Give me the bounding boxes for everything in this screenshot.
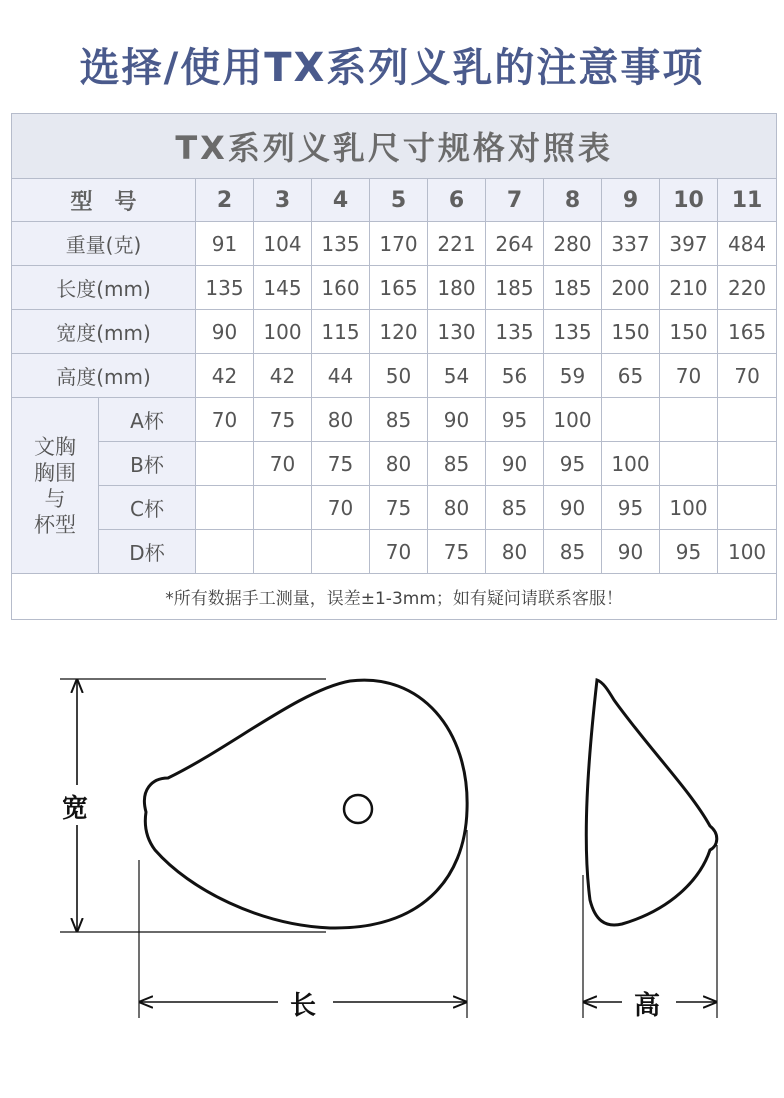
- bust-cell: [254, 486, 312, 530]
- bust-cell: 85: [428, 442, 486, 486]
- bust-cell: 100: [718, 530, 777, 574]
- row-label: 宽度(mm): [12, 310, 196, 354]
- page-title: 选择/使用TX系列义乳的注意事项: [79, 45, 705, 91]
- size-header-cell: 11: [718, 179, 777, 222]
- value-cell: 56: [486, 354, 544, 398]
- value-cell: 221: [428, 222, 486, 266]
- value-cell: 90: [196, 310, 254, 354]
- size-header-cell: 3: [254, 179, 312, 222]
- bust-cell: [718, 398, 777, 442]
- bust-cell: 70: [196, 398, 254, 442]
- cup-label: A杯: [99, 398, 196, 442]
- cup-label: C杯: [99, 486, 196, 530]
- bust-cell: 100: [544, 398, 602, 442]
- value-cell: 42: [196, 354, 254, 398]
- bust-cell: 90: [428, 398, 486, 442]
- note-row: [12, 574, 777, 620]
- value-cell: 160: [312, 266, 370, 310]
- height-label: 高: [628, 985, 666, 1022]
- bust-cell: 70: [254, 442, 312, 486]
- value-cell: 104: [254, 222, 312, 266]
- bust-cell: 85: [370, 398, 428, 442]
- cup-row: [12, 530, 777, 574]
- bust-cell: 100: [660, 486, 718, 530]
- value-cell: 70: [660, 354, 718, 398]
- cup-row: [12, 442, 777, 486]
- bust-cell: 70: [312, 486, 370, 530]
- width-label: 宽: [56, 788, 94, 825]
- table-row: [12, 310, 777, 354]
- value-cell: 150: [602, 310, 660, 354]
- value-cell: 50: [370, 354, 428, 398]
- value-cell: 135: [196, 266, 254, 310]
- cup-label: B杯: [99, 442, 196, 486]
- row-label: 重量(克): [12, 222, 196, 266]
- value-cell: 180: [428, 266, 486, 310]
- value-cell: 145: [254, 266, 312, 310]
- size-header-cell: 10: [660, 179, 718, 222]
- bust-cell: 90: [602, 530, 660, 574]
- bust-cell: [312, 530, 370, 574]
- bust-cell: 100: [602, 442, 660, 486]
- bust-cell: [254, 530, 312, 574]
- size-header-cell: 9: [602, 179, 660, 222]
- bust-cell: [196, 530, 254, 574]
- table-row: [12, 266, 777, 310]
- bust-cell: 95: [544, 442, 602, 486]
- row-label: 高度(mm): [12, 354, 196, 398]
- value-cell: 130: [428, 310, 486, 354]
- bust-cell: 75: [312, 442, 370, 486]
- value-cell: 100: [254, 310, 312, 354]
- size-header-cell: 8: [544, 179, 602, 222]
- dimension-diagram: [0, 640, 784, 1040]
- bust-cell: 80: [370, 442, 428, 486]
- value-cell: 165: [370, 266, 428, 310]
- size-header-cell: 2: [196, 179, 254, 222]
- size-spec-table: [11, 113, 777, 620]
- value-cell: 264: [486, 222, 544, 266]
- bust-cell: 95: [602, 486, 660, 530]
- size-header-cell: 5: [370, 179, 428, 222]
- value-cell: 185: [544, 266, 602, 310]
- cup-row: [12, 486, 777, 530]
- value-cell: 70: [718, 354, 777, 398]
- cup-label: D杯: [99, 530, 196, 574]
- bust-cell: 75: [254, 398, 312, 442]
- value-cell: 337: [602, 222, 660, 266]
- table-row: [12, 222, 777, 266]
- bust-cell: 95: [486, 398, 544, 442]
- cup-row: [12, 398, 777, 442]
- bust-cell: 80: [486, 530, 544, 574]
- value-cell: 484: [718, 222, 777, 266]
- value-cell: 135: [486, 310, 544, 354]
- table-row: [12, 354, 777, 398]
- value-cell: 220: [718, 266, 777, 310]
- size-header-cell: 7: [486, 179, 544, 222]
- bust-cell: 80: [312, 398, 370, 442]
- value-cell: 65: [602, 354, 660, 398]
- bust-cell: [718, 442, 777, 486]
- bust-cell: [196, 486, 254, 530]
- value-cell: 42: [254, 354, 312, 398]
- header-model-label: 型 号: [12, 179, 196, 222]
- bust-cell: 75: [370, 486, 428, 530]
- bust-cell: 75: [428, 530, 486, 574]
- bust-cell: 70: [370, 530, 428, 574]
- bust-cell: [660, 442, 718, 486]
- value-cell: 150: [660, 310, 718, 354]
- value-cell: 44: [312, 354, 370, 398]
- size-header-cell: 4: [312, 179, 370, 222]
- bust-cell: [602, 398, 660, 442]
- bust-cell: [718, 486, 777, 530]
- prosthesis-front-outline: [144, 680, 467, 928]
- bust-cell: 95: [660, 530, 718, 574]
- row-label: 长度(mm): [12, 266, 196, 310]
- value-cell: 54: [428, 354, 486, 398]
- size-header-cell: 6: [428, 179, 486, 222]
- prosthesis-side-outline: [586, 680, 717, 925]
- value-cell: 210: [660, 266, 718, 310]
- table-note: *所有数据手工测量，误差±1-3mm；如有疑问请联系客服！: [12, 574, 777, 620]
- value-cell: 59: [544, 354, 602, 398]
- bust-cell: 85: [544, 530, 602, 574]
- value-cell: 115: [312, 310, 370, 354]
- value-cell: 397: [660, 222, 718, 266]
- value-cell: 170: [370, 222, 428, 266]
- table-title: TX系列义乳尺寸规格对照表: [12, 114, 777, 179]
- value-cell: 91: [196, 222, 254, 266]
- value-cell: 120: [370, 310, 428, 354]
- table-header-row: [12, 179, 777, 222]
- bust-cell: 80: [428, 486, 486, 530]
- cup-group-label: 文胸 胸围 与 杯型: [12, 398, 99, 574]
- value-cell: 200: [602, 266, 660, 310]
- bust-cell: [660, 398, 718, 442]
- bust-cell: 90: [486, 442, 544, 486]
- value-cell: 135: [544, 310, 602, 354]
- value-cell: 185: [486, 266, 544, 310]
- bust-cell: 90: [544, 486, 602, 530]
- value-cell: 135: [312, 222, 370, 266]
- nipple-mark: [344, 795, 372, 823]
- bust-cell: [196, 442, 254, 486]
- bust-cell: 85: [486, 486, 544, 530]
- value-cell: 165: [718, 310, 777, 354]
- value-cell: 280: [544, 222, 602, 266]
- length-label: 长: [284, 985, 322, 1022]
